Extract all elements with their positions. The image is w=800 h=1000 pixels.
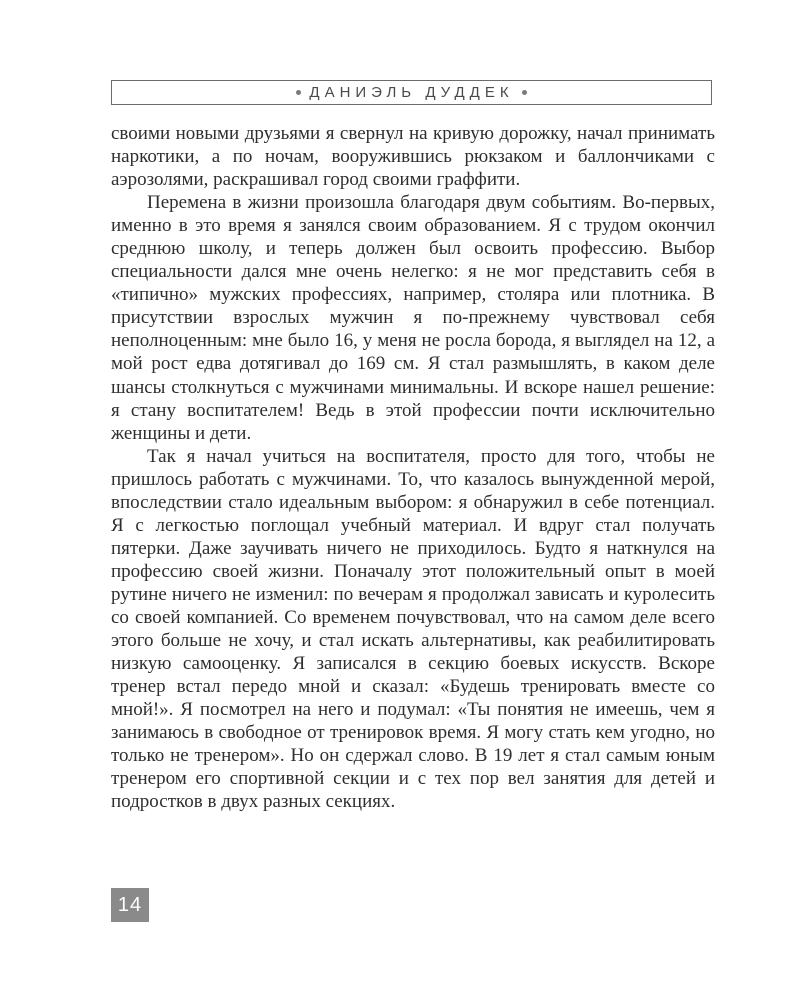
- bullet-right-icon: [522, 90, 527, 95]
- running-header: [111, 80, 712, 105]
- page-number: 14: [117, 893, 143, 916]
- bullet-left-icon: [296, 90, 301, 95]
- body-text: [111, 122, 715, 813]
- paragraph-2: Перемена в жизни произошла благодаря двум событиям. Во-первых, именно в это время я занялся своим образованием. Я с трудом окончил среднюю школу, и теперь должен был освоить профессию. Выбор специальности дался мне очень нелегко: я не мог представить себя в «типично» мужских профессиях, например, столяра или плотника. В присутствии взрослых мужчин я по-прежнему чувствовал себя неполноценным: мне было 16, у меня не росла борода, я выглядел на 12, а мой рост едва дотягивал до 169 см. Я стал размышлять, в каком деле шансы столкнуться с мужчинами минимальны. И вскоре нашел решение: я стану воспитателем! Ведь в этой профессии почти исключительно женщины и дети.: [111, 192, 715, 444]
- paragraph-3: Так я начал учиться на воспитателя, просто для того, чтобы не пришлось работать с мужчинами. То, что казалось вынужденной мерой, впоследствии стало идеальным выбором: я обнаружил в себе потенциал. Я с легкостью поглощал учебный материал. И вдруг стал получать пятерки. Даже заучивать ничего не приходилось. Будто я наткнулся на профессию своей жизни. Поначалу этот положительный опыт в моей рутине ничего не изменил: по вечерам я продолжал зависать и куролесить со своей компанией. Со временем почувствовал, что на самом деле всего этого больше не хочу, и стал искать альтернативы, как реабилитировать низкую самооценку. Я записался в секцию боевых искусств. Вскоре тренер встал передо мной и сказал: «Будешь тренировать вместе со мной!». Я посмотрел на него и подумал: «Ты понятия не имеешь, чем я занимаюсь в свободное от тренировок время. Я могу стать кем угодно, но только не тренером». Но он сдержал слово. В 19 лет я стал самым юным тренером его спортивной секции и с тех пор вел занятия для детей и подростков в двух разных секциях.: [111, 445, 715, 813]
- page-number-tab: [111, 888, 149, 922]
- header-author-name: ДАНИЭЛЬ ДУДДЕК: [309, 84, 514, 101]
- paragraph-1: своими новыми друзьями я свернул на кривую дорожку, начал принимать наркотики, а по ночам, вооружившись рюкзаком и баллончиками с аэрозолями, раскрашивал город своими граффити.: [111, 123, 715, 191]
